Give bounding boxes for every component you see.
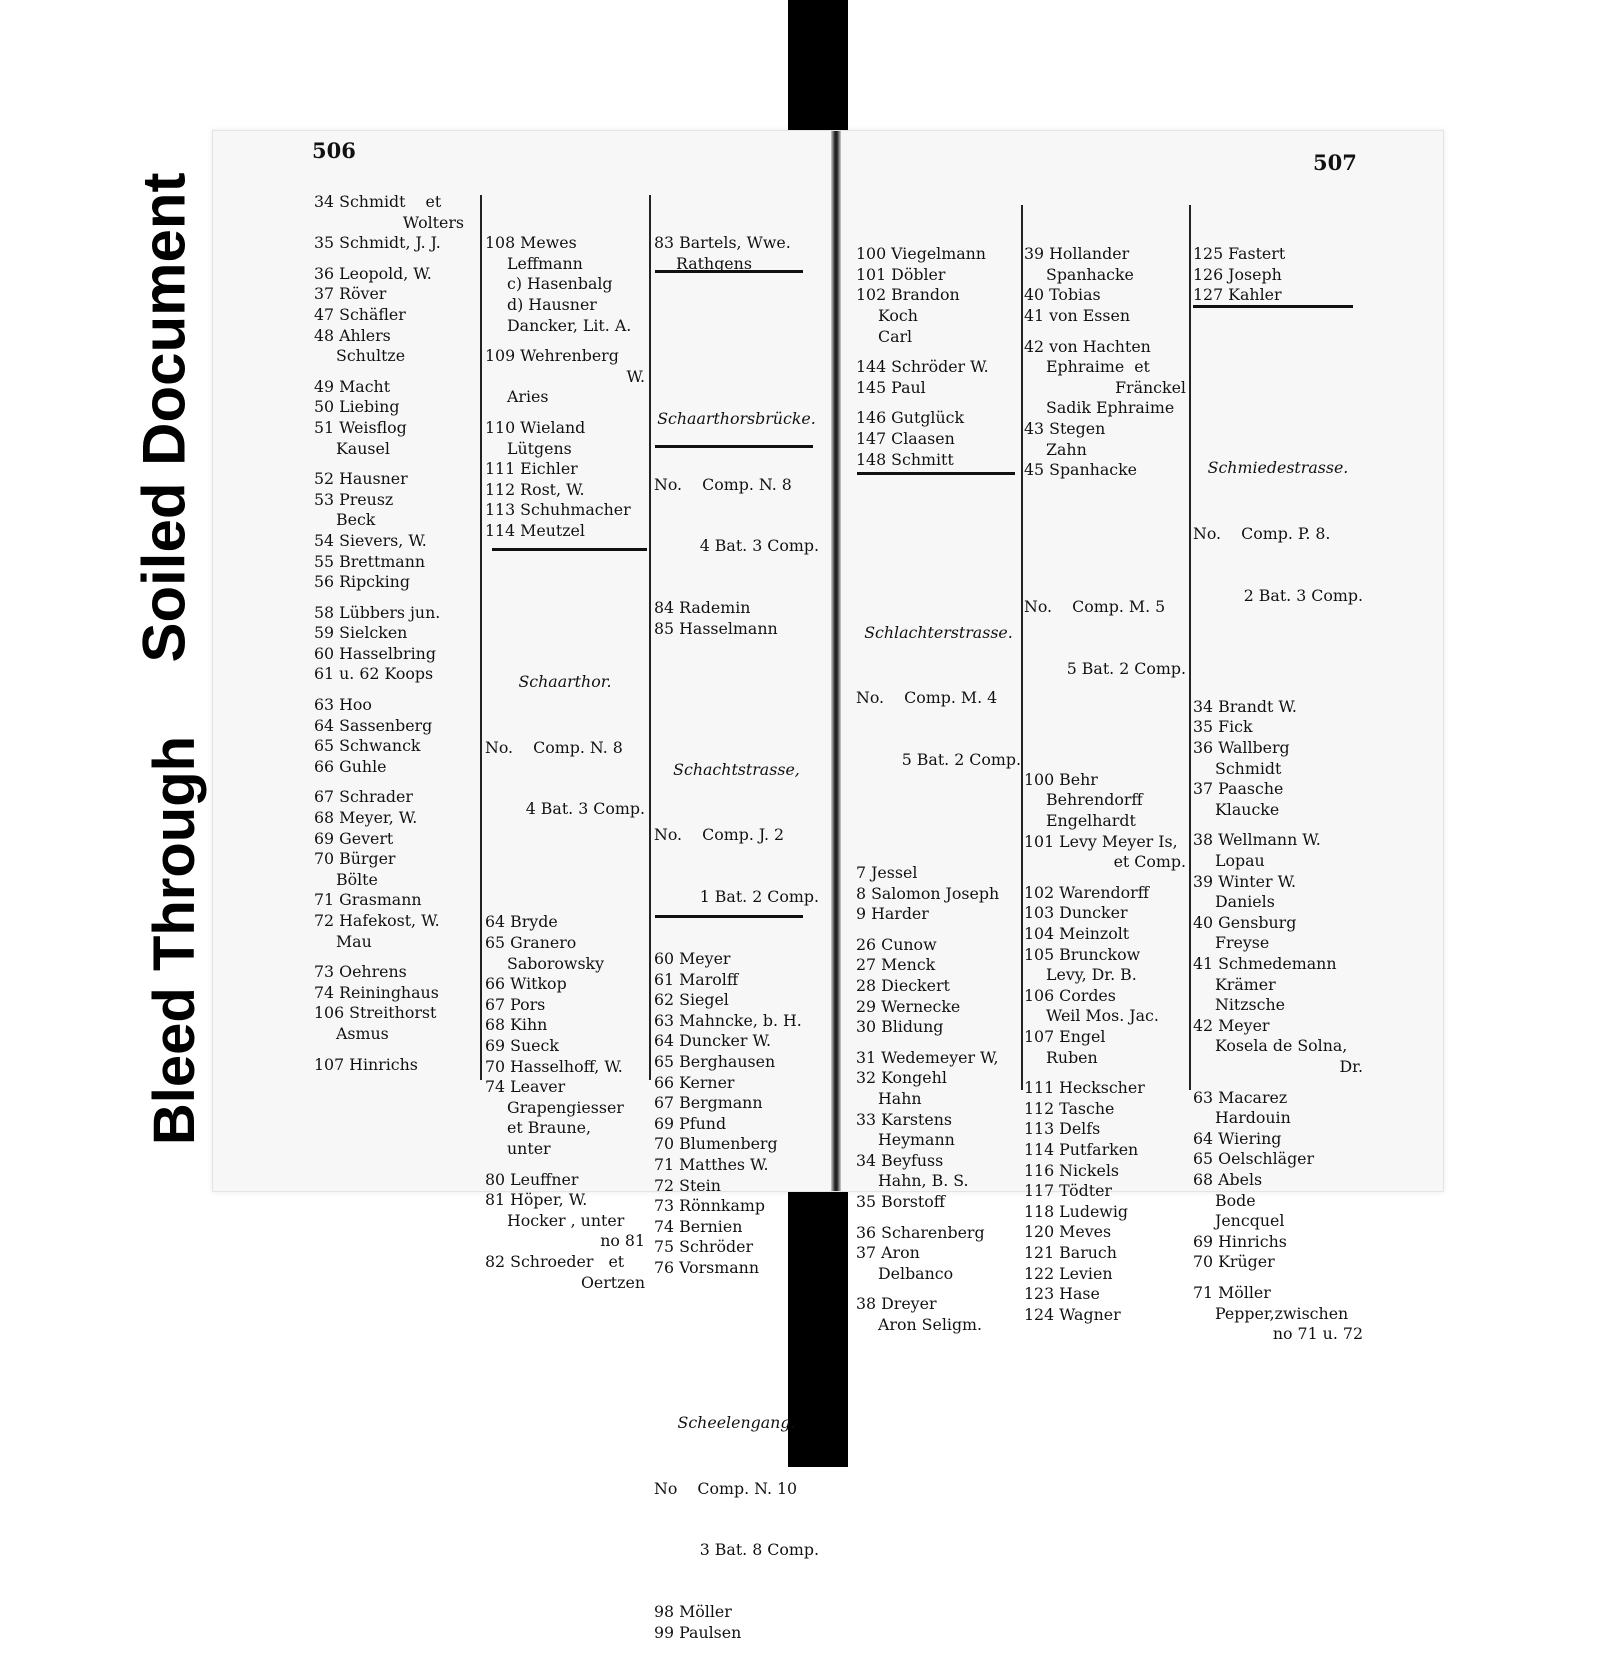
directory-entry: 60 Hasselbring — [314, 643, 436, 663]
entry-gap — [485, 408, 645, 418]
directory-entry: 27 Menck — [856, 955, 936, 975]
directory-entry: 34 Brandt W. — [1193, 696, 1297, 716]
directory-entry: 68 Abels — [1193, 1169, 1263, 1189]
directory-entry: W. — [626, 366, 645, 386]
company-line: 4 Bat. 3 Comp. — [525, 799, 645, 819]
directory-entry: 113 Delfs — [1024, 1119, 1101, 1139]
directory-entry: 71 Möller — [1193, 1282, 1271, 1302]
soiled-document-stamp — [102, 155, 227, 680]
directory-entry: et Comp. — [1113, 852, 1186, 872]
directory-entry: Daniels — [1215, 892, 1275, 912]
directory-entry: 62 Siegel — [654, 990, 729, 1010]
directory-entry: 147 Claasen — [856, 428, 955, 448]
directory-entry: Hahn — [878, 1088, 922, 1108]
stamp-label-top: Soiled Document — [131, 172, 198, 663]
directory-entry: 28 Dieckert — [856, 976, 950, 995]
directory-entry: 65 Oelschläger — [1193, 1149, 1315, 1169]
directory-entry: 111 Heckscher — [1024, 1078, 1145, 1098]
directory-entry: 120 Meves — [1024, 1222, 1112, 1242]
directory-entry: 144 Schröder W. — [856, 357, 989, 377]
directory-entry: 74 Bernien — [654, 1216, 743, 1236]
company-line: No. Comp. J. 2 — [654, 825, 785, 845]
entry-gap — [1024, 1068, 1186, 1078]
company-line: No. Comp. P. 8. — [1193, 524, 1331, 544]
directory-entry: 35 Fick — [1193, 717, 1253, 737]
directory-entry: no 71 u. 72 — [1272, 1324, 1363, 1344]
directory-entry: Sadik Ephraime — [1046, 398, 1175, 418]
directory-entry: 63 Macarez — [1193, 1087, 1288, 1107]
directory-entry: 99 Paulsen — [654, 1622, 742, 1642]
directory-entry: 41 von Essen — [1024, 305, 1131, 325]
directory-entry: 64 Wiering — [1193, 1128, 1282, 1148]
directory-entry: Krämer — [1215, 974, 1276, 994]
company-line: No Comp. N. 10 — [654, 1478, 798, 1498]
company-line: No. Comp. N. 8 — [485, 737, 623, 757]
directory-entry: 26 Cunow — [856, 934, 937, 954]
directory-entry: Klaucke — [1215, 799, 1280, 819]
directory-entry: 47 Schäfler — [314, 304, 406, 324]
directory-entry: 64 Duncker W. — [654, 1031, 771, 1051]
directory-entry: 67 Bergmann — [654, 1093, 763, 1113]
directory-entry: 103 Duncker — [1024, 903, 1128, 923]
directory-entry: 108 Mewes — [485, 233, 577, 253]
directory-entry: 70 Bürger — [314, 849, 396, 869]
entry-gap — [314, 1045, 464, 1055]
directory-entry: 105 Brunckow — [1024, 944, 1141, 964]
directory-entry: 42 von Hachten — [1024, 336, 1151, 356]
directory-entry: 81 Höper, W. — [485, 1190, 588, 1210]
column-rule — [1021, 205, 1023, 1090]
directory-entry: 114 Putfarken — [1024, 1139, 1139, 1159]
directory-entry: 60 Meyer — [654, 949, 731, 968]
directory-entry: 64 Bryde — [485, 912, 558, 932]
directory-entry: 112 Tasche — [1024, 1098, 1115, 1118]
directory-entry: 102 Brandon — [856, 285, 960, 305]
directory-entry: 35 Schmidt, J. J. — [314, 233, 441, 253]
directory-entry: 107 Hinrichs — [314, 1054, 418, 1074]
directory-entry: Kausel — [336, 438, 390, 458]
entry-gap — [856, 1284, 1021, 1294]
street-heading: Schlachterstrasse. — [864, 622, 1013, 642]
entry-gap — [485, 336, 645, 346]
company-line: 3 Bat. 8 Comp. — [699, 1540, 819, 1560]
directory-entry: 63 Mahncke, b. H. — [654, 1010, 802, 1030]
directory-entry: 39 Hollander — [1024, 244, 1130, 264]
directory-entry: 50 Liebing — [314, 397, 400, 417]
directory-entry: 69 Gevert — [314, 828, 394, 848]
entry-gap — [1193, 1273, 1363, 1283]
directory-entry: 106 Streithorst — [314, 1003, 437, 1023]
entry-gap — [1024, 327, 1186, 337]
entry-gap — [314, 952, 464, 962]
entry-gap — [314, 777, 464, 787]
left-page-number: 506 — [312, 138, 356, 163]
directory-entry: 29 Wernecke — [856, 996, 961, 1016]
directory-entry: 51 Weisflog — [314, 417, 407, 437]
street-heading: Schmiedestrasse. — [1207, 458, 1349, 478]
directory-entry: 40 Gensburg — [1193, 912, 1297, 932]
directory-entry: 38 Wellmann W. — [1193, 830, 1321, 850]
directory-entry: 36 Wallberg — [1193, 738, 1290, 758]
directory-entry: Aries — [507, 387, 549, 407]
directory-entry: 109 Wehrenberg — [485, 346, 619, 366]
directory-entry: 73 Rönnkamp — [654, 1196, 765, 1216]
street-heading: Schaarthorsbrücke. — [657, 408, 816, 428]
entry-gap — [856, 398, 1021, 408]
directory-entry: d) Hausner — [507, 294, 597, 314]
directory-entry: Saborowsky — [507, 953, 605, 973]
directory-entry: 37 Paasche — [1193, 779, 1284, 799]
directory-entry: 32 Kongehl — [856, 1068, 947, 1088]
directory-entry: 65 Granero — [485, 933, 577, 952]
directory-entry: 54 Sievers, W. — [314, 530, 427, 550]
directory-entry: 113 Schuhmacher — [485, 500, 631, 520]
directory-entry: Beck — [336, 510, 376, 530]
directory-entry: 117 Tödter — [1024, 1181, 1112, 1201]
column-rule — [649, 195, 651, 1080]
directory-column-5 — [1024, 203, 1186, 1346]
directory-entry: 70 Blumenberg — [654, 1134, 778, 1154]
directory-entry: Koch — [878, 305, 918, 325]
directory-entry: 67 Pors — [485, 994, 546, 1014]
directory-entry: Delbanco — [878, 1263, 954, 1283]
directory-entry: Kosela de Solna, — [1215, 1036, 1348, 1056]
directory-entry: 41 Schmedemann — [1193, 954, 1337, 973]
directory-entry: 100 Behr — [1024, 769, 1098, 789]
directory-entry: 49 Macht — [314, 376, 391, 396]
directory-entry: 107 Engel — [1024, 1026, 1106, 1046]
directory-entry: 72 Stein — [654, 1175, 721, 1195]
directory-entry: Dancker, Lit. A. — [507, 315, 632, 335]
directory-entry: Grapengiesser — [507, 1097, 624, 1117]
directory-entry: 70 Hasselhoff, W. — [485, 1056, 623, 1076]
directory-entry: 72 Hafekost, W. — [314, 911, 440, 930]
column-rule — [1189, 205, 1191, 1090]
street-heading: Scheelengang. — [677, 1412, 796, 1432]
directory-entry: 53 Preusz — [314, 489, 394, 509]
directory-entry: 101 Levy Meyer Is, — [1024, 831, 1178, 851]
book-gutter — [831, 131, 841, 1191]
street-heading: Schaarthor. — [518, 671, 612, 691]
directory-entry: 114 Meutzel — [485, 520, 585, 540]
directory-entry: 74 Reininghaus — [314, 982, 439, 1002]
directory-entry: Pepper,zwischen — [1215, 1303, 1349, 1323]
directory-entry: Zahn — [1046, 439, 1087, 459]
directory-entry: 55 Brettmann — [314, 551, 426, 571]
directory-entry: Oertzen — [580, 1272, 645, 1292]
directory-entry: 101 Döbler — [856, 264, 946, 284]
directory-entry: 76 Vorsmann — [654, 1257, 759, 1277]
directory-entry: Hahn, B. S. — [878, 1171, 969, 1191]
directory-entry: 126 Joseph — [1193, 264, 1282, 284]
directory-entry: 112 Rost, W. — [485, 479, 585, 499]
company-line: 2 Bat. 3 Comp. — [1243, 585, 1363, 605]
company-line: 1 Bat. 2 Comp. — [699, 887, 819, 907]
directory-entry: 40 Tobias — [1024, 285, 1101, 305]
company-line: No. Comp. M. 5 — [1024, 597, 1166, 617]
directory-entry: Levy, Dr. B. — [1046, 965, 1137, 985]
directory-entry: 52 Hausner — [314, 469, 408, 489]
directory-entry: 70 Krüger — [1193, 1252, 1275, 1272]
entry-gap — [1024, 873, 1186, 883]
directory-entry: 73 Oehrens — [314, 962, 407, 982]
directory-entry: 84 Rademin — [654, 598, 751, 618]
directory-entry: Lopau — [1215, 851, 1265, 871]
directory-entry: no 81 — [600, 1231, 645, 1251]
directory-entry: 37 Aron — [856, 1243, 920, 1263]
directory-entry: Asmus — [336, 1023, 389, 1043]
entry-gap — [1193, 820, 1363, 830]
directory-entry: 124 Wagner — [1024, 1304, 1121, 1324]
directory-entry: 45 Spanhacke — [1024, 460, 1138, 480]
directory-entry: 63 Hoo — [314, 695, 372, 715]
directory-entry: 83 Bartels, Wwe. — [654, 233, 791, 253]
directory-entry: Lütgens — [507, 438, 572, 458]
stamp-label-bottom: Bleed Through — [142, 735, 208, 1145]
directory-entry: 125 Fastert — [1193, 244, 1286, 264]
directory-column-3 — [654, 192, 819, 1664]
directory-entry: Aron Seligm. — [878, 1314, 983, 1334]
directory-entry: 80 Leuffner — [485, 1169, 579, 1189]
directory-entry: Bode — [1215, 1190, 1256, 1210]
directory-entry: 69 Sueck — [485, 1035, 559, 1055]
directory-entry: 104 Meinzolt — [1024, 924, 1130, 943]
directory-entry: 34 Beyfuss — [856, 1150, 944, 1170]
directory-entry: 82 Schroeder et — [485, 1251, 625, 1271]
entry-gap — [314, 254, 464, 264]
entry-gap — [314, 367, 464, 377]
directory-column-1 — [314, 192, 464, 1075]
directory-entry: 35 Borstoff — [856, 1191, 945, 1211]
directory-entry: 36 Leopold, W. — [314, 263, 432, 283]
directory-entry: 48 Ahlers — [314, 325, 391, 345]
directory-entry: 100 Viegelmann — [856, 244, 986, 264]
directory-entry: Leffmann — [507, 253, 583, 273]
directory-entry: 71 Grasmann — [314, 890, 422, 910]
directory-entry: Heymann — [878, 1130, 955, 1150]
directory-entry: Jencquel — [1215, 1211, 1285, 1231]
directory-entry: 74 Leaver — [485, 1077, 566, 1097]
directory-entry: 65 Schwanck — [314, 736, 421, 756]
entry-gap — [856, 1213, 1021, 1223]
directory-entry: Freyse — [1215, 933, 1270, 953]
directory-entry: 69 Pfund — [654, 1113, 727, 1133]
column-rule — [480, 195, 482, 1080]
binding-strip-top — [788, 0, 848, 135]
directory-entry: 71 Matthes W. — [654, 1154, 769, 1174]
directory-entry: 59 Sielcken — [314, 623, 408, 643]
directory-entry: Rathgens — [676, 253, 752, 273]
directory-entry: 66 Kerner — [654, 1072, 735, 1092]
directory-entry: 111 Eichler — [485, 459, 578, 479]
directory-entry: 43 Stegen — [1024, 418, 1106, 438]
directory-entry: 122 Levien — [1024, 1263, 1113, 1283]
directory-entry: Weil Mos. Jac. — [1046, 1006, 1159, 1026]
directory-entry: 31 Wedemeyer W, — [856, 1047, 999, 1067]
directory-entry: unter — [507, 1138, 551, 1158]
directory-entry: Wolters — [402, 212, 464, 232]
directory-entry: Hocker , unter — [507, 1210, 625, 1230]
entry-gap — [314, 593, 464, 603]
company-line: 5 Bat. 2 Comp. — [1066, 658, 1186, 678]
directory-entry: 64 Sassenberg — [314, 715, 433, 735]
directory-entry: 121 Baruch — [1024, 1242, 1117, 1262]
directory-column-4 — [856, 203, 1021, 1356]
directory-entry: 75 Schröder — [654, 1237, 754, 1257]
directory-entry: 106 Cordes — [1024, 985, 1116, 1005]
directory-entry: 127 Kahler — [1193, 285, 1282, 305]
entry-gap — [856, 1038, 1021, 1048]
directory-entry: 69 Hinrichs — [1193, 1231, 1287, 1251]
directory-entry: 42 Meyer — [1193, 1015, 1270, 1035]
directory-entry: 98 Möller — [654, 1602, 732, 1622]
directory-entry: Fränckel — [1115, 377, 1186, 397]
directory-entry: Dr. — [1339, 1056, 1363, 1076]
directory-entry: 38 Dreyer — [856, 1294, 937, 1314]
directory-entry: 30 Blidung — [856, 1017, 944, 1037]
directory-entry: 123 Hase — [1024, 1284, 1100, 1304]
right-page-number: 507 — [1313, 150, 1357, 175]
directory-entry: c) Hasenbalg — [507, 274, 613, 294]
directory-entry: Schmidt — [1215, 758, 1282, 778]
directory-entry: 34 Schmidt et — [314, 192, 442, 211]
company-line: 4 Bat. 3 Comp. — [699, 536, 819, 556]
directory-entry: 146 Gutglück — [856, 408, 965, 428]
directory-entry: Mau — [336, 931, 372, 951]
directory-column-2 — [485, 192, 645, 1314]
directory-entry: et Braune, — [507, 1118, 592, 1138]
directory-entry: 61 Marolff — [654, 969, 739, 989]
directory-entry: 37 Röver — [314, 284, 387, 304]
company-line: No. Comp. M. 4 — [856, 688, 998, 708]
directory-entry: 68 Meyer, W. — [314, 808, 418, 828]
directory-entry: 68 Kihn — [485, 1015, 548, 1035]
directory-column-6 — [1193, 203, 1363, 1365]
directory-entry: 61 u. 62 Koops — [314, 664, 434, 684]
directory-entry: Ephraime et — [1046, 357, 1150, 377]
entry-gap — [314, 459, 464, 469]
directory-entry: 67 Schrader — [314, 787, 413, 807]
entry-gap — [856, 347, 1021, 357]
directory-entry: 85 Hasselmann — [654, 618, 778, 638]
directory-entry: 33 Karstens — [856, 1109, 952, 1129]
directory-entry: Nitzsche — [1215, 995, 1286, 1015]
directory-entry: 118 Ludewig — [1024, 1201, 1128, 1221]
directory-entry: Hardouin — [1215, 1108, 1291, 1128]
directory-entry: 66 Guhle — [314, 756, 387, 776]
directory-entry: Schultze — [336, 346, 406, 366]
company-line: No. Comp. N. 8 — [654, 474, 792, 494]
entry-gap — [314, 685, 464, 695]
company-line: 5 Bat. 2 Comp. — [901, 750, 1021, 770]
directory-entry: 66 Witkop — [485, 974, 567, 994]
directory-entry: 58 Lübbers jun. — [314, 602, 441, 622]
directory-entry: Carl — [878, 326, 913, 346]
directory-entry: 65 Berghausen — [654, 1051, 776, 1071]
directory-entry: 148 Schmitt — [856, 449, 954, 469]
entry-gap — [1193, 1078, 1363, 1088]
directory-entry: 145 Paul — [856, 377, 926, 397]
directory-entry: Ruben — [1046, 1047, 1098, 1067]
entry-gap — [856, 925, 1021, 935]
directory-entry: 110 Wieland — [485, 417, 586, 437]
directory-entry: 9 Harder — [856, 904, 929, 924]
directory-entry: Engelhardt — [1046, 811, 1136, 831]
directory-entry: Bölte — [336, 869, 378, 889]
directory-entry: 8 Salomon Joseph — [856, 883, 1000, 903]
directory-entry: Behrendorff — [1046, 790, 1143, 810]
directory-entry: Spanhacke — [1046, 264, 1134, 284]
directory-entry: 116 Nickels — [1024, 1160, 1119, 1180]
directory-entry: 36 Scharenberg — [856, 1222, 985, 1242]
directory-entry: 102 Warendorff — [1024, 882, 1149, 902]
street-heading: Schachtstrasse, — [673, 759, 800, 779]
entry-gap — [485, 1160, 645, 1170]
directory-entry: 7 Jessel — [856, 863, 918, 883]
directory-entry: 39 Winter W. — [1193, 871, 1297, 891]
directory-entry: 56 Ripcking — [314, 572, 410, 592]
